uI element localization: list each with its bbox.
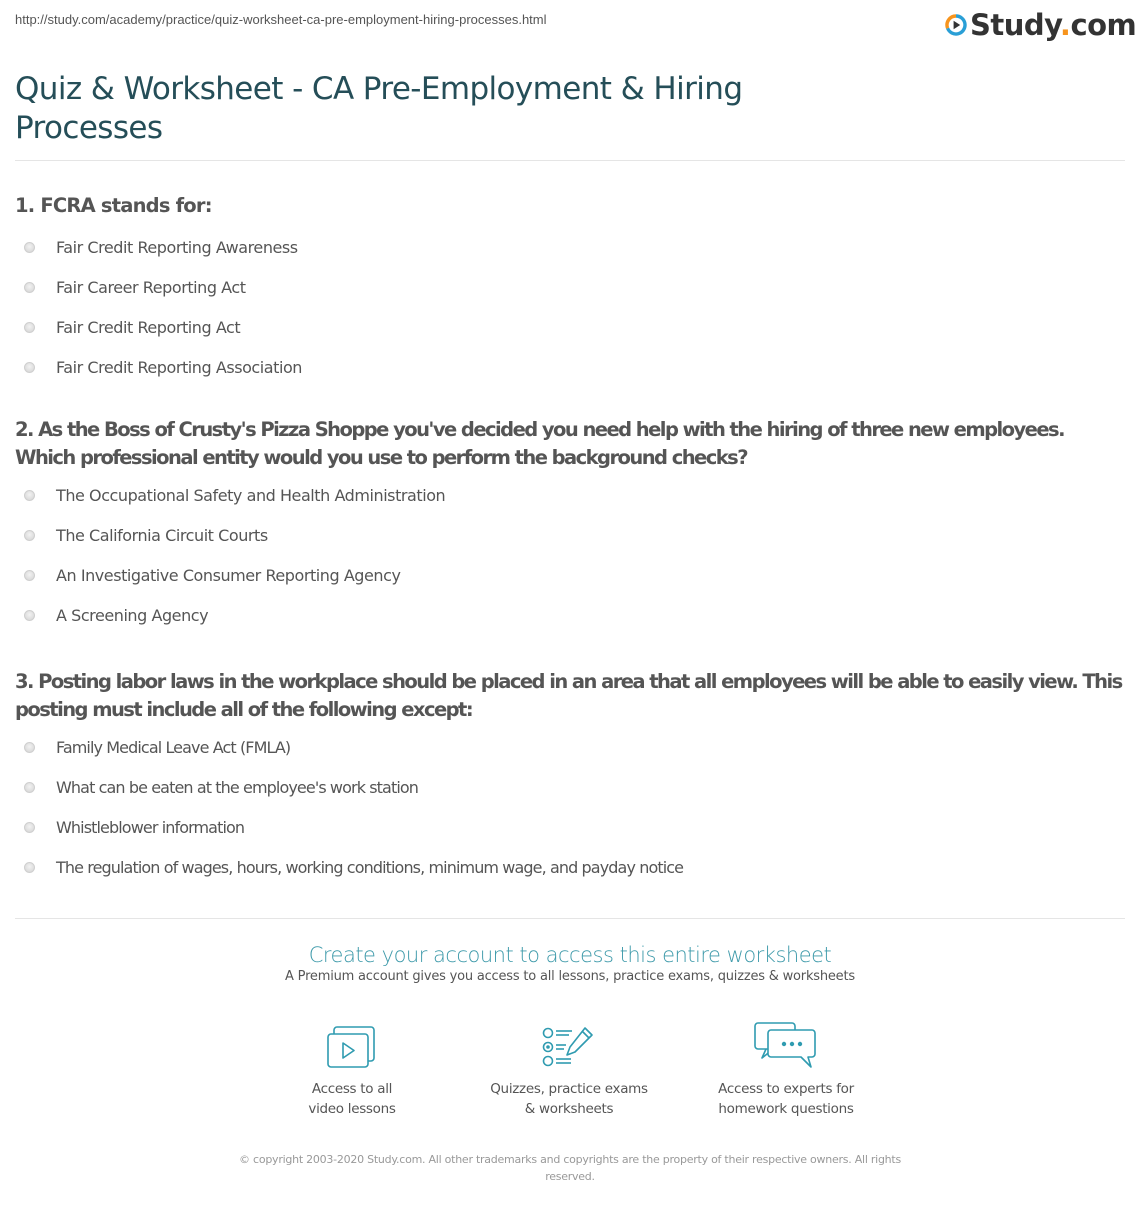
option-label: What can be eaten at the employee's work station (56, 777, 419, 797)
answer-option[interactable] (15, 847, 1125, 887)
page-title: Quiz & Worksheet - CA Pre-Employment & Hiring Processes (15, 71, 743, 146)
answer-option[interactable] (15, 727, 1125, 767)
answer-option[interactable] (15, 807, 1125, 847)
logo-suffix: com (1070, 8, 1137, 42)
feature-label (459, 1079, 679, 1119)
answer-option[interactable] (15, 595, 1125, 635)
study-com-logo[interactable] (945, 9, 1136, 41)
question-text: 1. FCRA stands for: (15, 194, 212, 217)
logo-name: Study (970, 8, 1060, 42)
radio-button[interactable] (24, 362, 35, 373)
option-label: Fair Credit Reporting Awareness (56, 237, 298, 257)
radio-button[interactable] (24, 782, 35, 793)
question-text: 3. Posting labor laws in the workplace should be placed in an area that all employees will be able to easily view. This posting must include all of the following except: (15, 670, 1122, 721)
option-label: An Investigative Consumer Reporting Agency (56, 565, 401, 585)
answer-options (15, 227, 1125, 387)
question-text: 2. As the Boss of Crusty's Pizza Shoppe you've decided you need help with the hiring of three new employees. Which professional entity would you use to perform the background checks? (15, 418, 1064, 469)
answer-option[interactable] (15, 515, 1125, 555)
radio-button[interactable] (24, 322, 35, 333)
option-label: The regulation of wages, hours, working conditions, minimum wage, and payday notice (56, 857, 684, 877)
feature-label (676, 1079, 896, 1119)
feature-line-2: homework questions (718, 1101, 854, 1117)
radio-button[interactable] (24, 530, 35, 541)
quiz-checklist-icon (541, 1025, 597, 1069)
question-3 (15, 668, 1125, 887)
option-label: Fair Credit Reporting Association (56, 357, 302, 377)
feature-video-lessons (242, 1025, 462, 1119)
radio-button[interactable] (24, 742, 35, 753)
radio-button[interactable] (24, 862, 35, 873)
chat-bubbles-icon (754, 1021, 818, 1073)
top-bar (0, 0, 1140, 50)
answer-option[interactable] (15, 227, 1125, 267)
answer-options (15, 727, 1125, 887)
answer-option[interactable] (15, 555, 1125, 595)
logo-wordmark (970, 8, 1136, 42)
option-label: The Occupational Safety and Health Administration (56, 485, 446, 505)
feature-quizzes (459, 1025, 679, 1119)
feature-line-1: Access to all (311, 1081, 393, 1097)
radio-button[interactable] (24, 490, 35, 501)
feature-line-2: & worksheets (524, 1101, 614, 1117)
answer-option[interactable] (15, 475, 1125, 515)
option-label: The California Circuit Courts (56, 525, 268, 545)
option-label: Fair Career Reporting Act (56, 277, 246, 297)
option-label: Family Medical Leave Act (FMLA) (56, 737, 291, 757)
radio-button[interactable] (24, 822, 35, 833)
radio-button[interactable] (24, 282, 35, 293)
play-circle-icon (945, 14, 967, 36)
answer-option[interactable] (15, 267, 1125, 307)
radio-button[interactable] (24, 242, 35, 253)
option-label: A Screening Agency (56, 605, 209, 625)
feature-line-1: Quizzes, practice exams (490, 1081, 648, 1097)
page-url: http://study.com/academy/practice/quiz-worksheet-ca-pre-employment-hiring-processes.html (15, 12, 547, 27)
option-label: Whistleblower information (56, 817, 245, 837)
cta-title-link[interactable]: Create your account to access this entire worksheet (308, 943, 832, 967)
answer-options (15, 475, 1125, 635)
question-2 (15, 416, 1125, 635)
option-label: Fair Credit Reporting Act (56, 317, 241, 337)
answer-option[interactable] (15, 347, 1125, 387)
feature-line-2: video lessons (308, 1101, 396, 1117)
cta-subtitle: A Premium account gives you access to all lessons, practice exams, quizzes & worksheets (285, 969, 855, 984)
answer-option[interactable] (15, 767, 1125, 807)
copyright-notice: © copyright 2003-2020 Study.com. All other trademarks and copyrights are the property of their respective owners. All rights reserved. (239, 1153, 901, 1183)
radio-button[interactable] (24, 610, 35, 621)
title-divider (15, 160, 1125, 161)
question-1 (15, 192, 1125, 387)
feature-line-1: Access to experts for (718, 1081, 854, 1097)
answer-option[interactable] (15, 307, 1125, 347)
feature-experts (676, 1025, 896, 1119)
radio-button[interactable] (24, 570, 35, 581)
signup-cta (0, 942, 1140, 984)
feature-label (242, 1079, 462, 1119)
content-divider (15, 918, 1125, 919)
video-lessons-icon (326, 1025, 378, 1069)
logo-dot: . (1059, 8, 1071, 42)
